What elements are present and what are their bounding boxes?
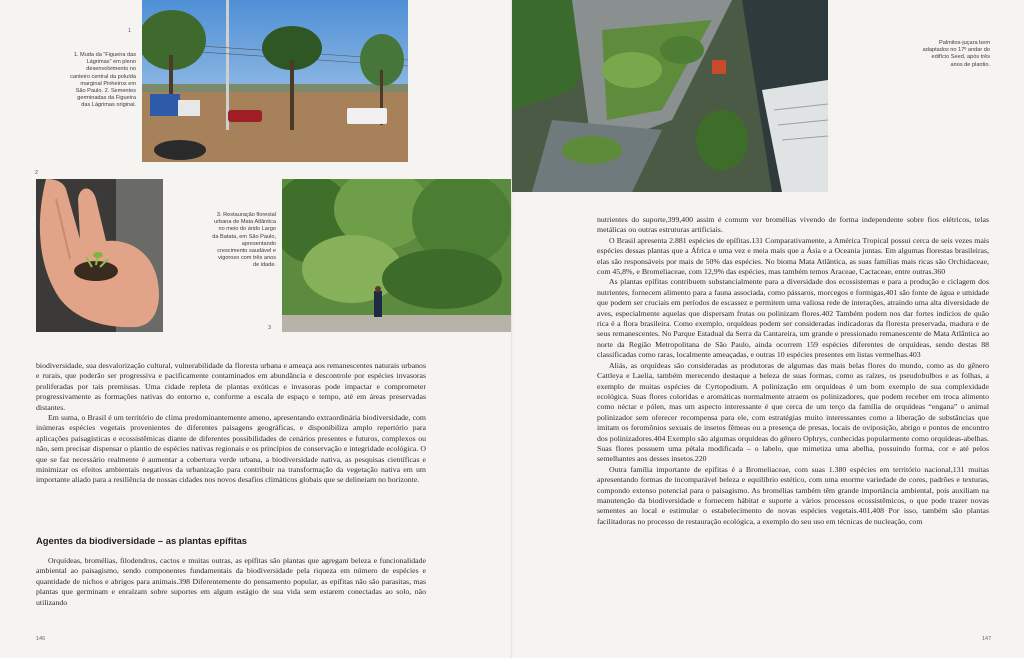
left-body-text-after-heading — [36, 556, 426, 608]
caption-figure-3: 3. Restauração florestal urbana de Mata Atlântica no meio do árido Largo da Batata, em São Paulo, apresentando crescimento saudável e vigoroso com três anos de idade. — [212, 212, 276, 269]
caption-figure-4: Palmitos-juçara bem adaptados no 17º andar do edifício Seed, após três anos de plantio. — [922, 40, 990, 68]
left-paragraph-3: Orquídeas, bromélias, filodendros, cactos e muitas outras, as epífitas são plantas que agregam beleza e funcionalidade ambiental ao paisagismo, sendo componentes fundamentais da biodiversidade pela riqueza em número de espécies e quantidade de nichos e abrigos para animais.398 Diferentemente do pensamento popular, as epífitas não são parasitas, mas plantas que germinam e enraízam sobre suportes em algum estágio de sua vida sem estarem conectadas ao solo, não utilizando — [36, 556, 426, 607]
right-paragraph-1: nutrientes do suporte,399,400 assim é comum ver bromélias vivendo de forma independente sobre fios elétricos, telas metálicas ou outras estruturas artificiais. — [597, 215, 989, 235]
right-paragraph-3: As plantas epífitas contribuem substancialmente para a diversidade dos ecossistemas e para a produção e ciclagem dos nutrientes, fornecem alimento para a fauna associada, como pássaros, morcegos e formigas,401 são fonte de água e umidade que podem ser cruciais em períodos de escassez e permitem uma valiosa rede de interações, atraindo uma alta diversidade de aves, especialmente aquelas que dispersam frutas ou polinizam flores.402 Também podem nos dar fortes indícios de quão rica é a flora brasileira. Como exemplo, orquídeas podem ser consideradas indicadoras da floresta preservada, madura e de seus remanescentes. No Parque Estadual da Serra da Cantareira, um grande e pressionado remanescente de Mata Atlântica ao norte da Região Metropolitana de São Paulo, ainda ocorrem 159 espécies diferentes de orquídeas, sendo destas 88 classificadas como raras, localmente ameaçadas, e outras 10 espécies presentes em listas vermelhas.403 — [597, 277, 989, 360]
right-paragraph-5: Outra família importante de epífitas é a Bromeliaceae, com suas 1.380 espécies em território nacional,131 muitas apresentando formas de incomparável beleza e equilíbrio estético, com uma enorme variedade de cores, padrões e texturas, compondo extenso potencial para o paisagismo. As bromélias também têm grande importância ambiental, pois auxiliam na manutenção da biodiversidade e fornecem hábitat e suporte a vários processos ecossistêmicos, o que pode trazer novas sementes ao local e estimular o estabelecimento de novas espécies vegetais.401,408 Por isso, também são plantas facilitadoras no processo de restauração ecológica, a exemplo do seu uso em técnicas de nucleação, com — [597, 464, 989, 526]
left-paragraph-1: biodiversidade, sua desvalorização cultural, vulnerabilidade da floresta urbana e ameaça aos remanescentes naturais urbanos e rurais, que poderão ser progressiva e pacificamente contaminados em abundância e descontrole por espécies invasoras proliferadas por tais premissas. Uma cidade repleta de plantas exóticas e invasoras pode impactar e comprometer progressivamente as formações nativas do entorno e, conforme a escala de espaço e tempo, até em áreas preservadas distantes. — [36, 361, 426, 412]
photo-urban-forest-restoration — [282, 179, 511, 332]
left-paragraph-2: Em suma, o Brasil é um território de clima predominantemente ameno, apresentando extraordinária biodiversidade, com inúmeras espécies vegetais provenientes de diferentes paisagens geográficas, e disponibiliza amplo repertório para aplicações paisagísticas e ecossistêmicas diante de diferentes possibilidades de cenários presentes e futuros, complexos ou não, sem precisar dispensar o plantio de espécies nativas regionais e os princípios de conservação e integridade ecológica. O que se faz necessário realmente é aumentar a cobertura verde urbana, a biodiversidade nativa, as pesquisas científicas e minimizar os efeitos ambientais negativos da urbanização para contribuir na transformação da vegetação nativa em um importante aliado para a resiliência de nossas cidades nos novos desafios climáticos globais que se delineiam no horizonte. — [36, 413, 426, 485]
right-body-text — [597, 215, 989, 527]
figure-number-2: 2 — [35, 170, 39, 176]
page-number-right: 147 — [982, 636, 992, 642]
photo-aerial-green-building — [512, 0, 828, 192]
section-heading: Agentes da biodiversidade – as plantas epífitas — [36, 535, 248, 546]
page-number-left: 146 — [36, 636, 46, 642]
caption-figure-1-2: 1. Muda da “Figueira das Lágrimas” em pleno desenvolvimento no canteiro central da poluída marginal Pinheiros em São Paulo. 2. Sementes germinadas da Figueira das Lágrimas original. — [70, 52, 136, 109]
photo-hand-seedlings — [36, 179, 163, 332]
right-paragraph-2: O Brasil apresenta 2.881 espécies de epífitas.131 Comparativamente, a América Tropical possui cerca de seis vezes mais espécies dessas plantas que a África e uma vez e meia mais que a Ásia e a Oceania juntas. Em algumas florestas brasileiras, elas são responsáveis por mais de 50% das espécies. No bioma Mata Atlântica, as suas famílias mais ricas são Orchidaceae, com 45,8%, e Bromeliaceae, com 12,9% das espécies, mas também temos Araceae, Cactaceae, entre outras.360 — [597, 235, 989, 277]
right-paragraph-4: Aliás, as orquídeas são consideradas as produtoras de algumas das mais belas flores do mundo, como as do gênero Cattleya e Laelia, também merecendo destaque a beleza de suas formas, como as raízes, os pseudobulbos e as folhas, a exemplo de muitas espécies de Cyrtopodium. A polinização em orquídeas é um bom exemplo de sua complexidade ecológica. Suas flores coloridas e aromáticas normalmente atraem os polinizadores, que podem receber em troca alimento como néctar e pólen, mas um aspecto interessante é que cerca de um terço da família de orquídeas “engana” o animal polinizador sem oferecer recompensa para ele, com estratégias muito interessantes como a liberação de substâncias que imitam os feromônios sexuais de insetos fêmeas ou a presença de presas, locais de oviposição, abrigo e pontos de encontro dos polinizadores.404 Exemplo são algumas orquídeas do gênero Ophrys, conhecidas popularmente como orquídeas-abelhas. Suas flores possuem uma pétala modificada – o labelo, que mimetiza uma abelha, possuindo forma, cor e até pelos semelhantes aos desses insetos.220 — [597, 360, 989, 464]
photo-fig-tree-median — [142, 0, 408, 162]
figure-number-3: 3 — [268, 325, 272, 331]
left-body-text — [36, 361, 426, 486]
figure-number-1: 1 — [128, 28, 132, 34]
